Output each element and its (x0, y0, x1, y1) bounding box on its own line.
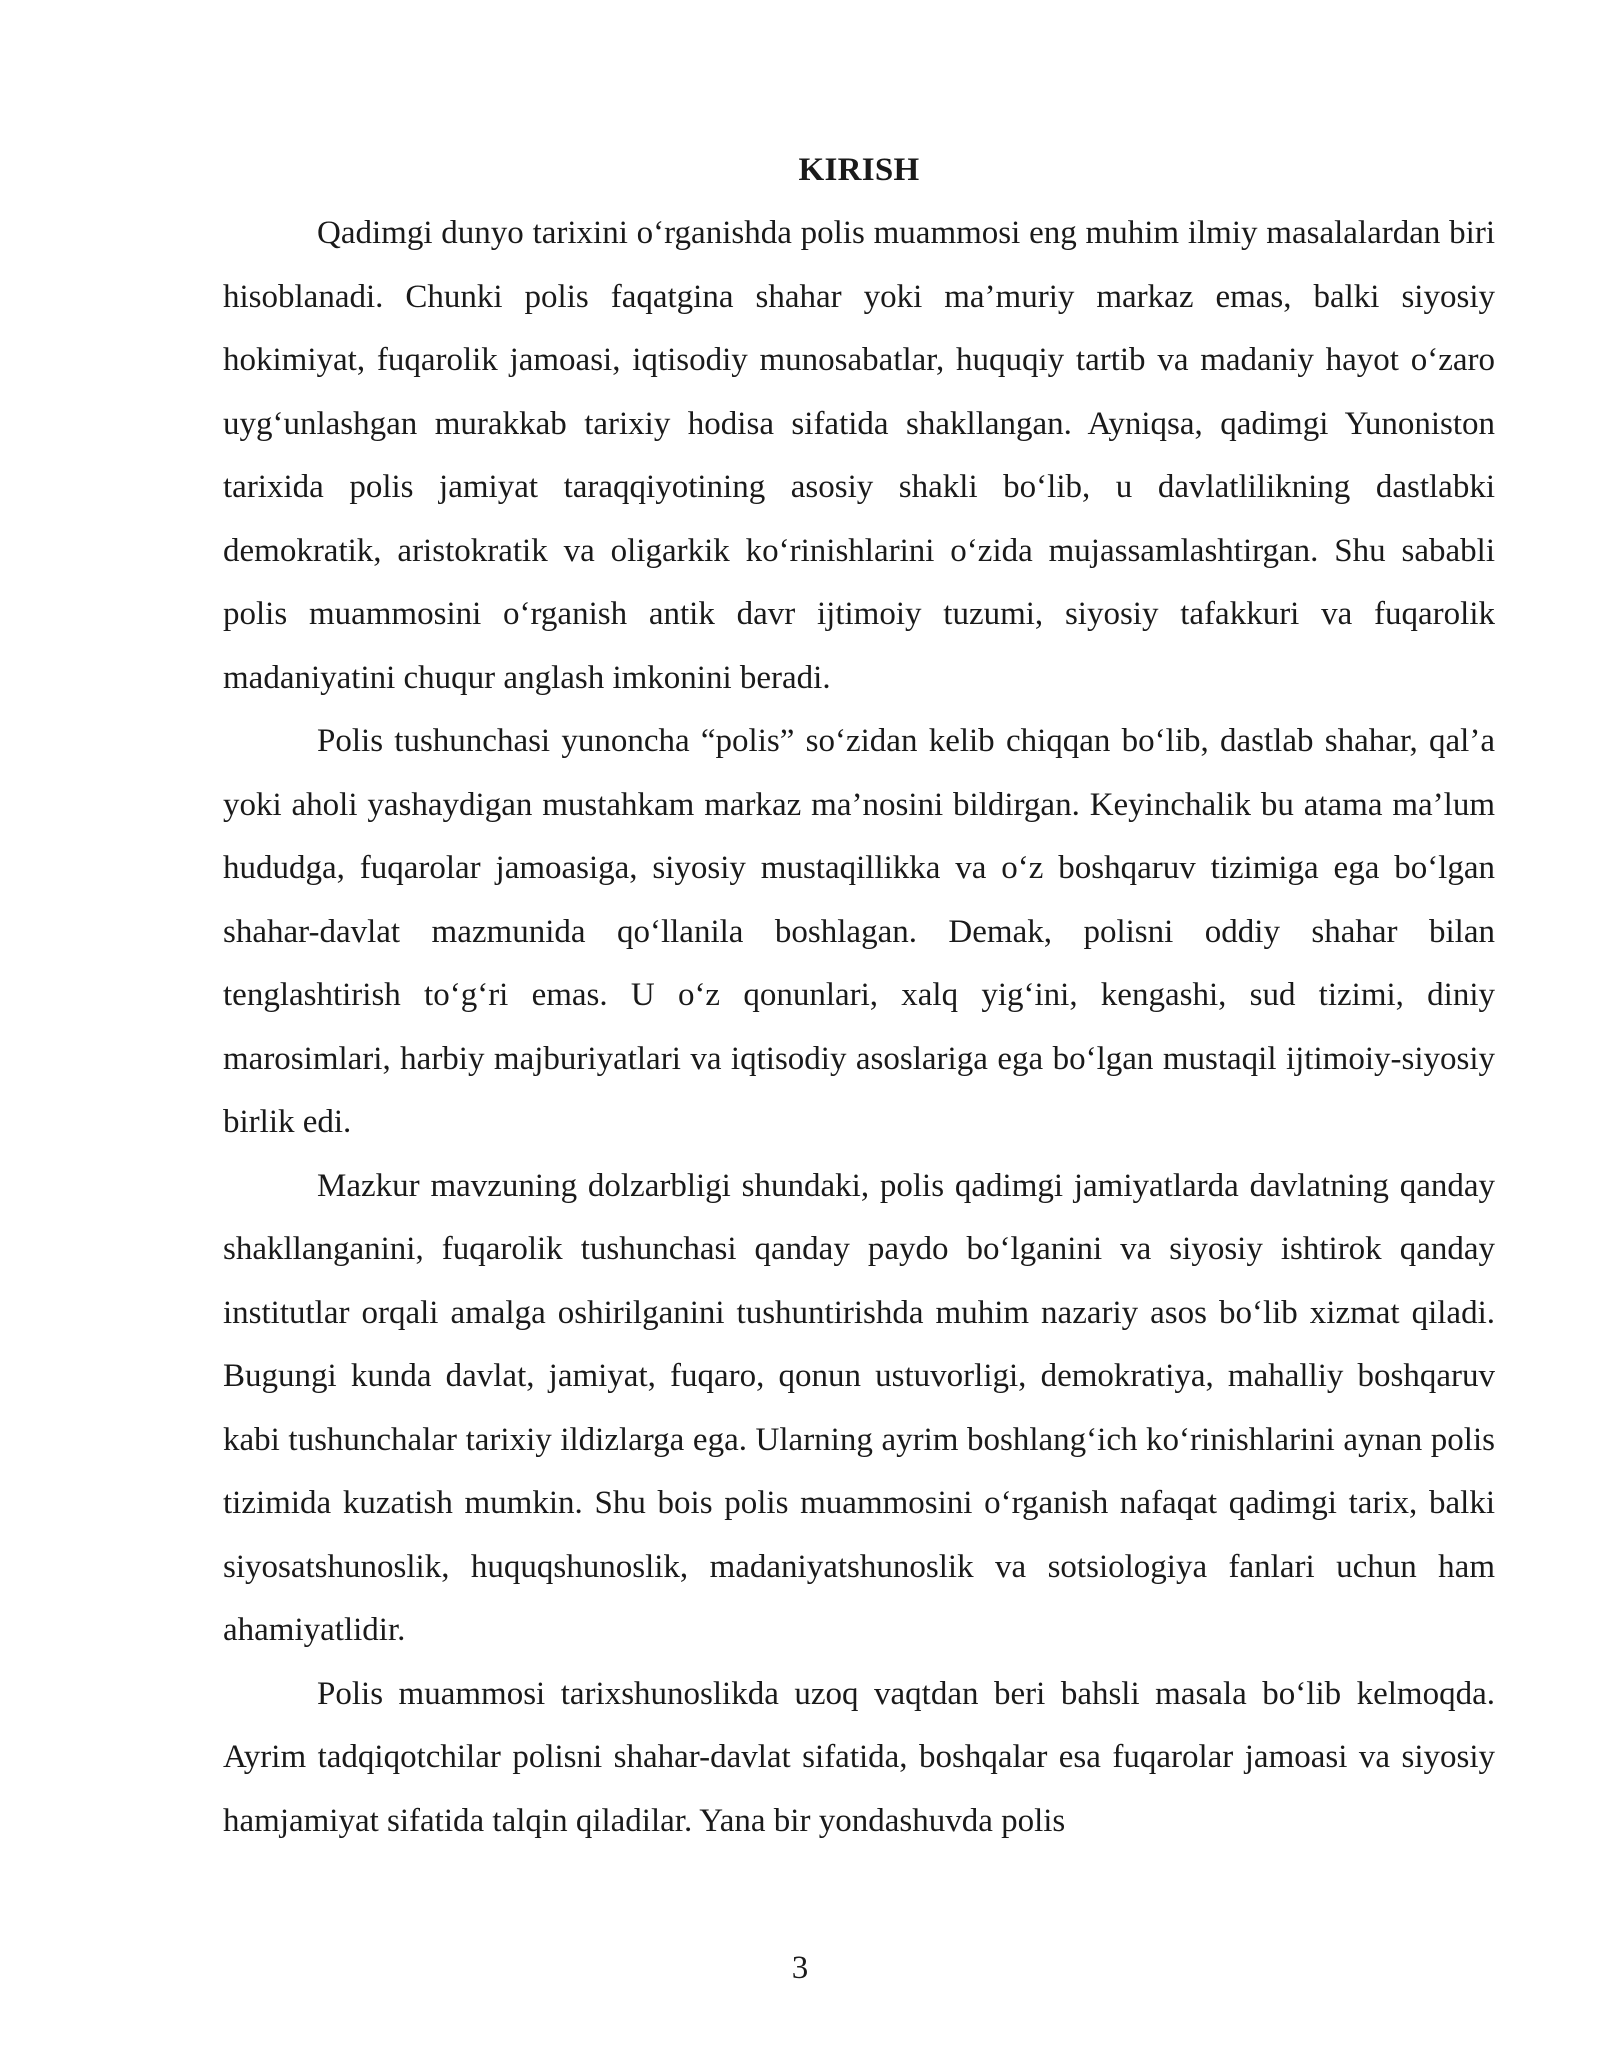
paragraph-2: Polis tushunchasi yunoncha “polis” so‘zidan kelib chiqqan bo‘lib, dastlab shahar, qal’a yoki aholi yashaydigan mustahkam markaz ma’nosini bildirgan. Keyinchalik bu atama ma’lum hududga, fuqarolar jamoasiga, siyosiy mustaqillikka va o‘z boshqaruv tizimiga ega bo‘lgan shahar-davlat mazmunida qo‘llanila boshlagan. Demak, polisni oddiy shahar bilan tenglashtirish to‘g‘ri emas. U o‘z qonunlari, xalq yig‘ini, kengashi, sud tizimi, diniy marosimlari, harbiy majburiyatlari va iqtisodiy asoslariga ega bo‘lgan mustaqil ijtimoiy-siyosiy birlik edi. (223, 723, 1495, 1140)
paragraph-1: Qadimgi dunyo tarixini o‘rganishda polis muammosi eng muhim ilmiy masalalardan biri hisoblanadi. Chunki polis faqatgina shahar yoki ma’muriy markaz emas, balki siyosiy hokimiyat, fuqarolik jamoasi, iqtisodiy munosabatlar, huquqiy tartib va madaniy hayot o‘zaro uyg‘unlashgan murakkab tarixiy hodisa sifatida shakllangan. Ayniqsa, qadimgi Yunoniston tarixida polis jamiyat taraqqiyotining asosiy shakli bo‘lib, u davlatlilikning dastlabki demokratik, aristokratik va oligarkik ko‘rinishlarini o‘zida mujassamlashtirgan. Shu sababli polis muammosini o‘rganish antik davr ijtimoiy tuzumi, siyosiy tafakkuri va fuqarolik madaniyatini chuqur anglash imkonini beradi. (223, 215, 1495, 696)
paragraph-4: Polis muammosi tarixshunoslikda uzoq vaqtdan beri bahsli masala bo‘lib kelmoqda. Ayrim tadqiqotchilar polisni shahar-davlat sifatida, boshqalar esa fuqarolar jamoasi va siyosiy hamjamiyat sifatida talqin qiladilar. Yana bir yondashuvda polis (223, 1675, 1495, 1839)
page-content (223, 148, 1495, 1853)
page-number: 3 (791, 1950, 809, 1986)
page-title: KIRISH (798, 152, 920, 188)
paragraph-3: Mazkur mavzuning dolzarbligi shundaki, polis qadimgi jamiyatlarda davlatning qanday shakllanganini, fuqarolik tushunchasi qanday paydo bo‘lganini va siyosiy ishtirok qanday institutlar orqali amalga oshirilganini tushuntirishda muhim nazariy asos bo‘lib xizmat qiladi. Bugungi kunda davlat, jamiyat, fuqaro, qonun ustuvorligi, demokratiya, mahalliy boshqaruv kabi tushunchalar tarixiy ildizlarga ega. Ularning ayrim boshlang‘ich ko‘rinishlarini aynan polis tizimida kuzatish mumkin. Shu bois polis muammosini o‘rganish nafaqat qadimgi tarix, balki siyosatshunoslik, huquqshunoslik, madaniyatshunoslik va sotsiologiya fanlari uchun ham ahamiyatlidir. (223, 1167, 1495, 1648)
